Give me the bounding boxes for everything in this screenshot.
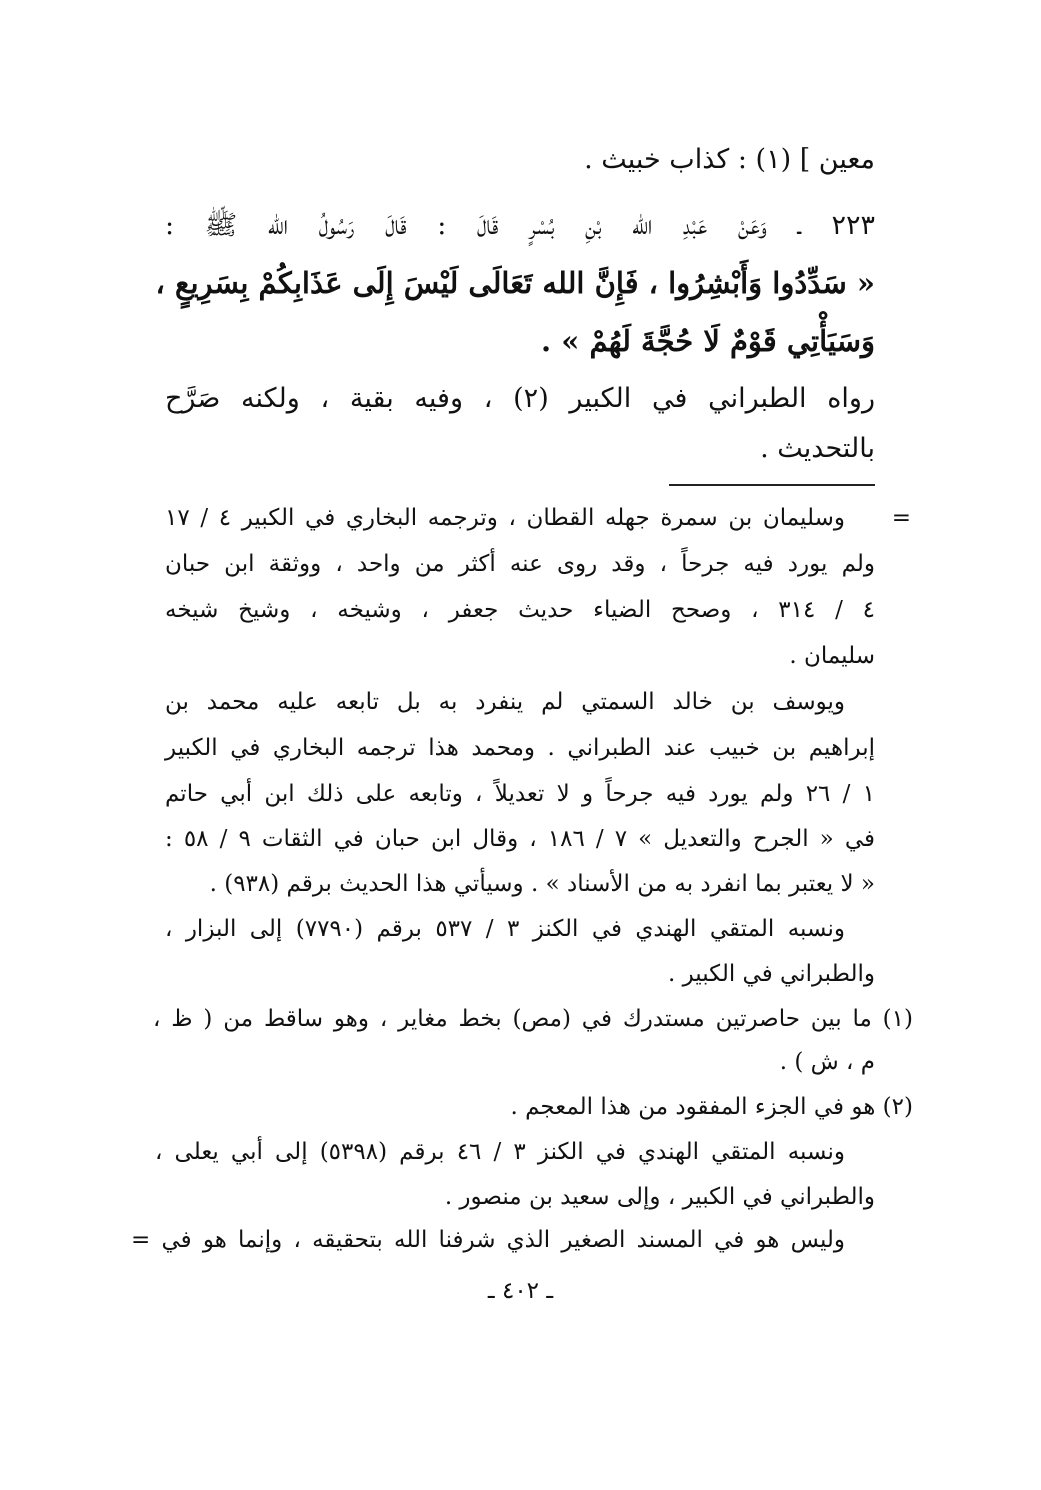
hadith-text-line: « سَدِّدُوا وَأَبْشِرُوا ، فَإِنَّ الله تَعَالَى لَيْسَ إِلَى عَذَابِكُمْ بِسَرِيعٍ ، <box>155 266 875 300</box>
footnote-line: ١ / ٢٦ ولم يورد فيه جرحاً و لا تعديلاً ، وتابعه على ذلك ابن أبي حاتم <box>165 781 875 807</box>
text-line: بالتحديث . <box>760 433 875 464</box>
footnote-1: (١) ما بين حاصرتين مستدرك في (مص) بخط مغاير ، وهو ساقط من ( ظ ، <box>153 1006 913 1032</box>
hadith-text-line: وَسَيَأْتِي قَوْمٌ لَا حُجَّةَ لَهُمْ » . <box>541 324 875 358</box>
footnote-line: ويوسف بن خالد السمتي لم ينفرد به بل تابعه عليه محمد بن <box>165 689 845 715</box>
footnote-line: م ، ش ) . <box>779 1049 875 1075</box>
footnote-line: ولم يورد فيه جرحاً ، وقد روى عنه أكثر من واحد ، ووثقة ابن حبان <box>165 551 875 577</box>
hadith-heading-line: ٢٢٣ ـ وَعَنْ عَبْدِ الله بْنِ بُسْرٍ قَالَ : قَالَ رَسُولُ الله ﷺ : <box>165 210 875 241</box>
footnote-line: سليمان . <box>789 643 875 669</box>
footnote-2: (٢) هو في الجزء المفقود من هذا المعجم . <box>510 1094 913 1120</box>
text-line: معين ] (١) : كذاب خبيث . <box>584 144 875 175</box>
footnote-line: والطبراني في الكبير ، وإلى سعيد بن منصور . <box>444 1184 875 1210</box>
footnote-line: ونسبه المتقي الهندي في الكنز ٣ / ٤٦ برقم (٥٣٩٨) إلى أبي يعلى ، <box>155 1139 845 1165</box>
footnote-line: « لا يعتبر بما انفرد به من الأسناد » . وسيأتي هذا الحديث برقم (٩٣٨) . <box>209 871 875 897</box>
page-number: ـ ٤٠٢ ـ <box>487 1278 554 1304</box>
text-line: رواه الطبراني في الكبير (٢) ، وفيه بقية ، ولكنه صَرَّح <box>165 383 875 414</box>
footnote-line: إبراهيم بن خبيب عند الطبراني . ومحمد هذا ترجمه البخاري في الكبير <box>165 735 875 761</box>
footnote-line: في « الجرح والتعديل » ٧ / ١٨٦ ، وقال ابن حبان في الثقات ٩ / ٥٨ : <box>165 826 875 852</box>
continuation-mark: = <box>891 505 911 531</box>
footnote-line: وسليمان بن سمرة جهله القطان ، وترجمه البخاري في الكبير ٤ / ١٧ <box>165 505 845 531</box>
footnote-line: ونسبه المتقي الهندي في الكنز ٣ / ٥٣٧ برقم (٧٧٩٠) إلى البزار ، <box>165 916 845 942</box>
footnote-separator <box>669 484 875 486</box>
footnote-line: والطبراني في الكبير . <box>667 961 875 987</box>
footnote-line: ٤ / ٣١٤ ، وصحح الضياء حديث جعفر ، وشيخه ، وشيخ شيخه <box>165 597 875 623</box>
footnote-line: وليس هو في المسند الصغير الذي شرفنا الله بتحقيقه ، وإنما هو في = <box>131 1227 845 1253</box>
